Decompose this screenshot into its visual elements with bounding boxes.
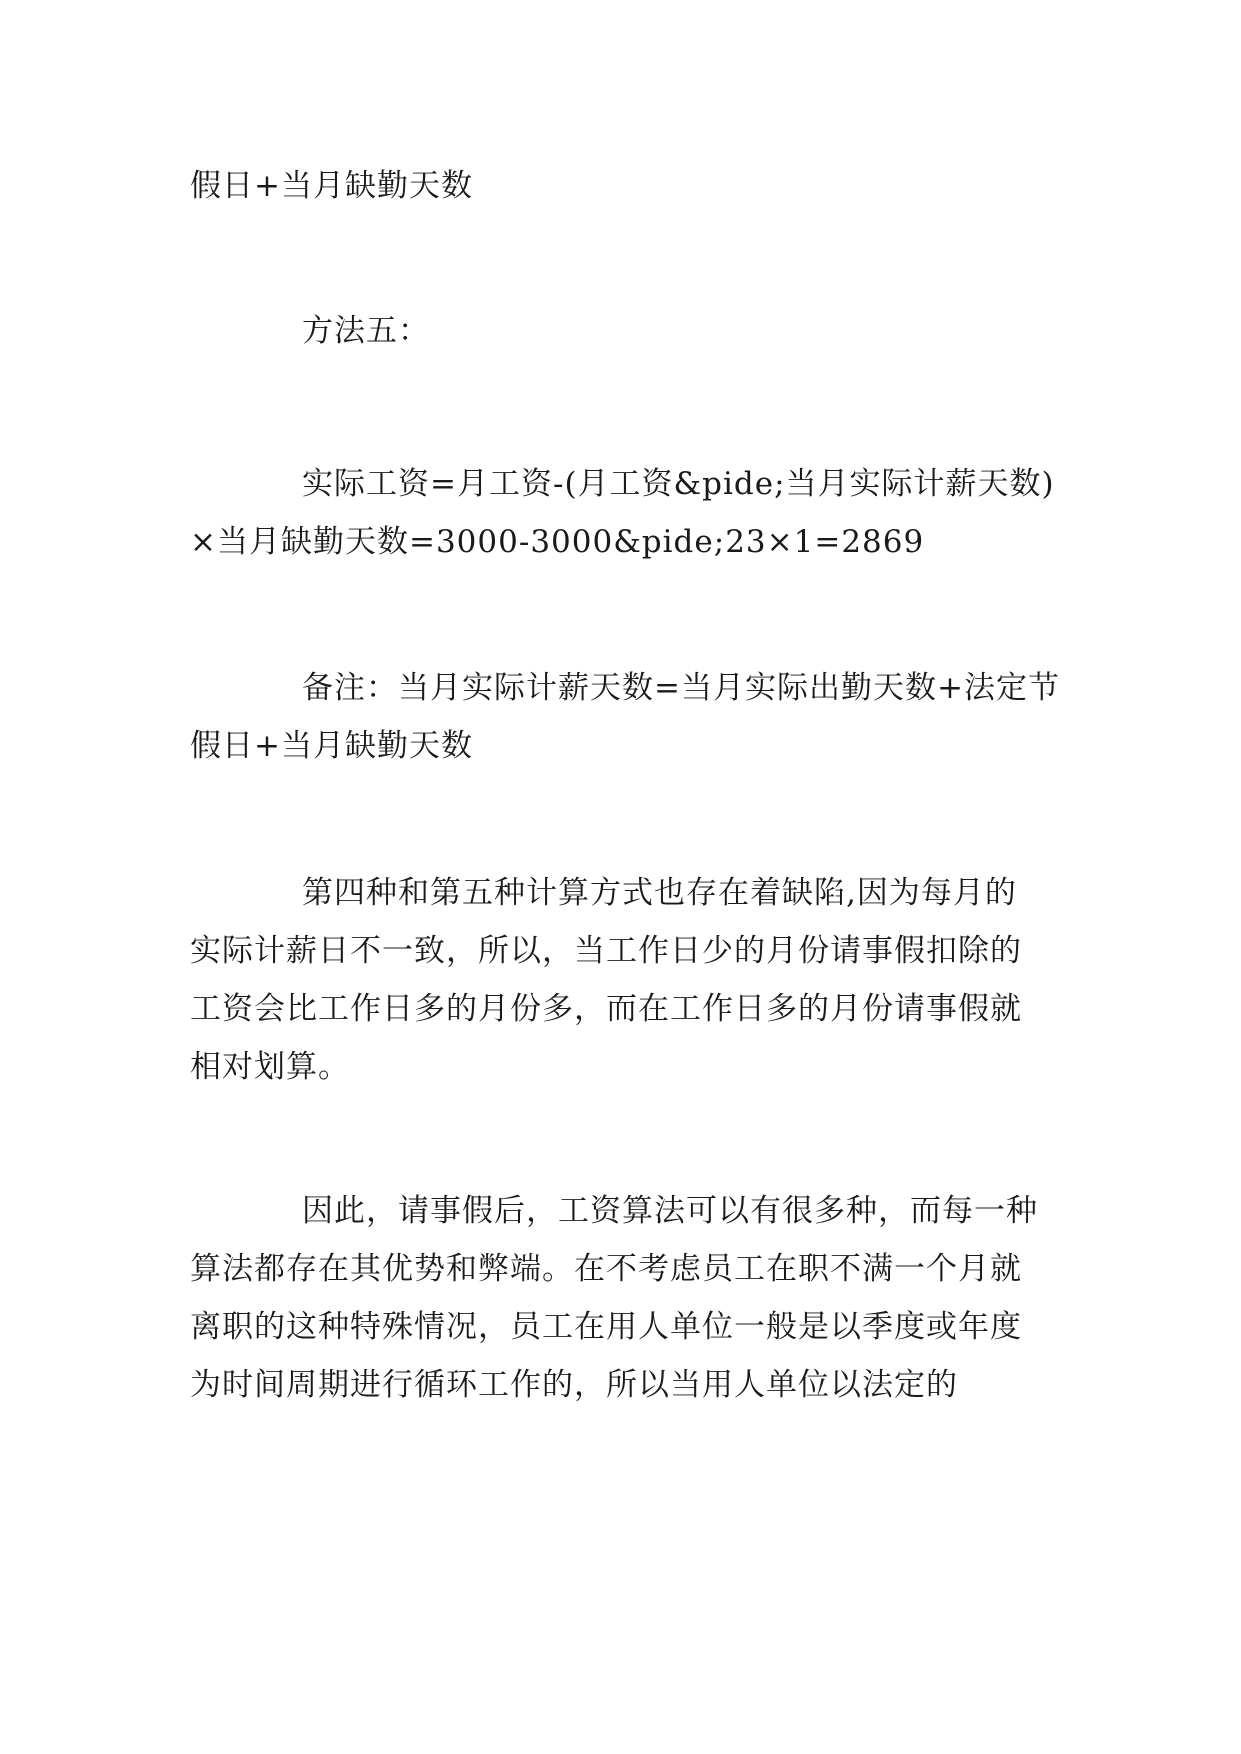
text-line: 实际工资=月工资-(月工资&pide;当月实际计薪天数) xyxy=(302,466,1055,502)
defect-paragraph xyxy=(190,864,1060,1096)
text-line: 离职的这种特殊情况，员工在用人单位一般是以季度或年度 xyxy=(190,1309,1022,1345)
text-line: 因此，请事假后，工资算法可以有很多种，而每一种 xyxy=(302,1193,1038,1229)
text-line: 工资会比工作日多的月份多，而在工作日多的月份请事假就 xyxy=(190,991,1022,1027)
heading-text: 方法五： xyxy=(302,313,430,349)
text-line: 第四种和第五种计算方式也存在着缺陷,因为每月的 xyxy=(302,875,1017,911)
note-paragraph xyxy=(190,659,1060,775)
text-line: 假日+当月缺勤天数 xyxy=(190,168,473,204)
text-line: 实际计薪日不一致，所以，当工作日少的月份请事假扣除的 xyxy=(190,933,1022,969)
text-line: 假日+当月缺勤天数 xyxy=(190,728,473,764)
conclusion-paragraph xyxy=(190,1182,1060,1414)
text-line: 相对划算。 xyxy=(190,1049,350,1085)
text-line: 为时间周期进行循环工作的，所以当用人单位以法定的 xyxy=(190,1367,958,1403)
text-line: 备注：当月实际计薪天数=当月实际出勤天数+法定节 xyxy=(302,670,1060,706)
intro-tail-paragraph xyxy=(190,157,1060,215)
formula-paragraph xyxy=(190,455,1060,571)
method5-heading xyxy=(190,302,1060,360)
text-line: 算法都存在其优势和弊端。在不考虑员工在职不满一个月就 xyxy=(190,1251,1022,1287)
text-line: ×当月缺勤天数=3000-3000&pide;23×1=2869 xyxy=(190,524,925,560)
